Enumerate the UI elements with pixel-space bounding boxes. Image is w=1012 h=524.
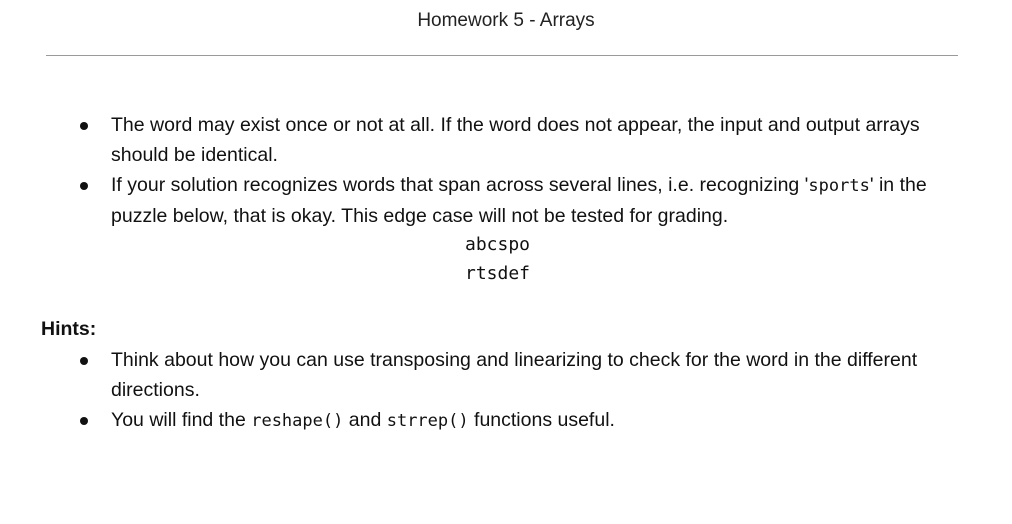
bullet-icon	[80, 182, 88, 190]
notes-list	[0, 110, 961, 231]
page-title: Homework 5 - Arrays	[417, 10, 595, 31]
hint-text-mid: and	[343, 409, 387, 431]
list-item	[0, 405, 961, 436]
puzzle-block	[465, 230, 530, 288]
list-item	[0, 345, 961, 405]
puzzle-line: abcspo	[465, 234, 531, 255]
list-item	[0, 170, 961, 231]
inline-code: sports	[808, 176, 870, 196]
hint-text-pre: You will find the	[111, 409, 252, 431]
hint-text-post: functions useful.	[468, 409, 615, 431]
bullet-icon	[80, 417, 88, 425]
inline-code: reshape()	[251, 411, 344, 431]
puzzle-line: rtsdef	[465, 263, 531, 284]
hints-heading: Hints:	[41, 318, 97, 340]
note-text: The word may exist once or not at all. If the word does not appear, the input and output arrays should be identical.	[111, 114, 920, 166]
hints-list	[0, 345, 961, 436]
bullet-icon	[80, 122, 88, 130]
inline-code: strrep()	[386, 411, 469, 431]
note-text-post: ' in the puzzle below, that is okay. This edge case will not be tested for grading.	[111, 174, 927, 227]
header-divider	[46, 55, 958, 56]
hint-text: Think about how you can use transposing and linearizing to check for the word in the different directions.	[111, 349, 918, 401]
note-text-pre: If your solution recognizes words that span across several lines, i.e. recognizing '	[111, 174, 809, 196]
bullet-icon	[80, 357, 88, 365]
list-item	[0, 110, 961, 170]
